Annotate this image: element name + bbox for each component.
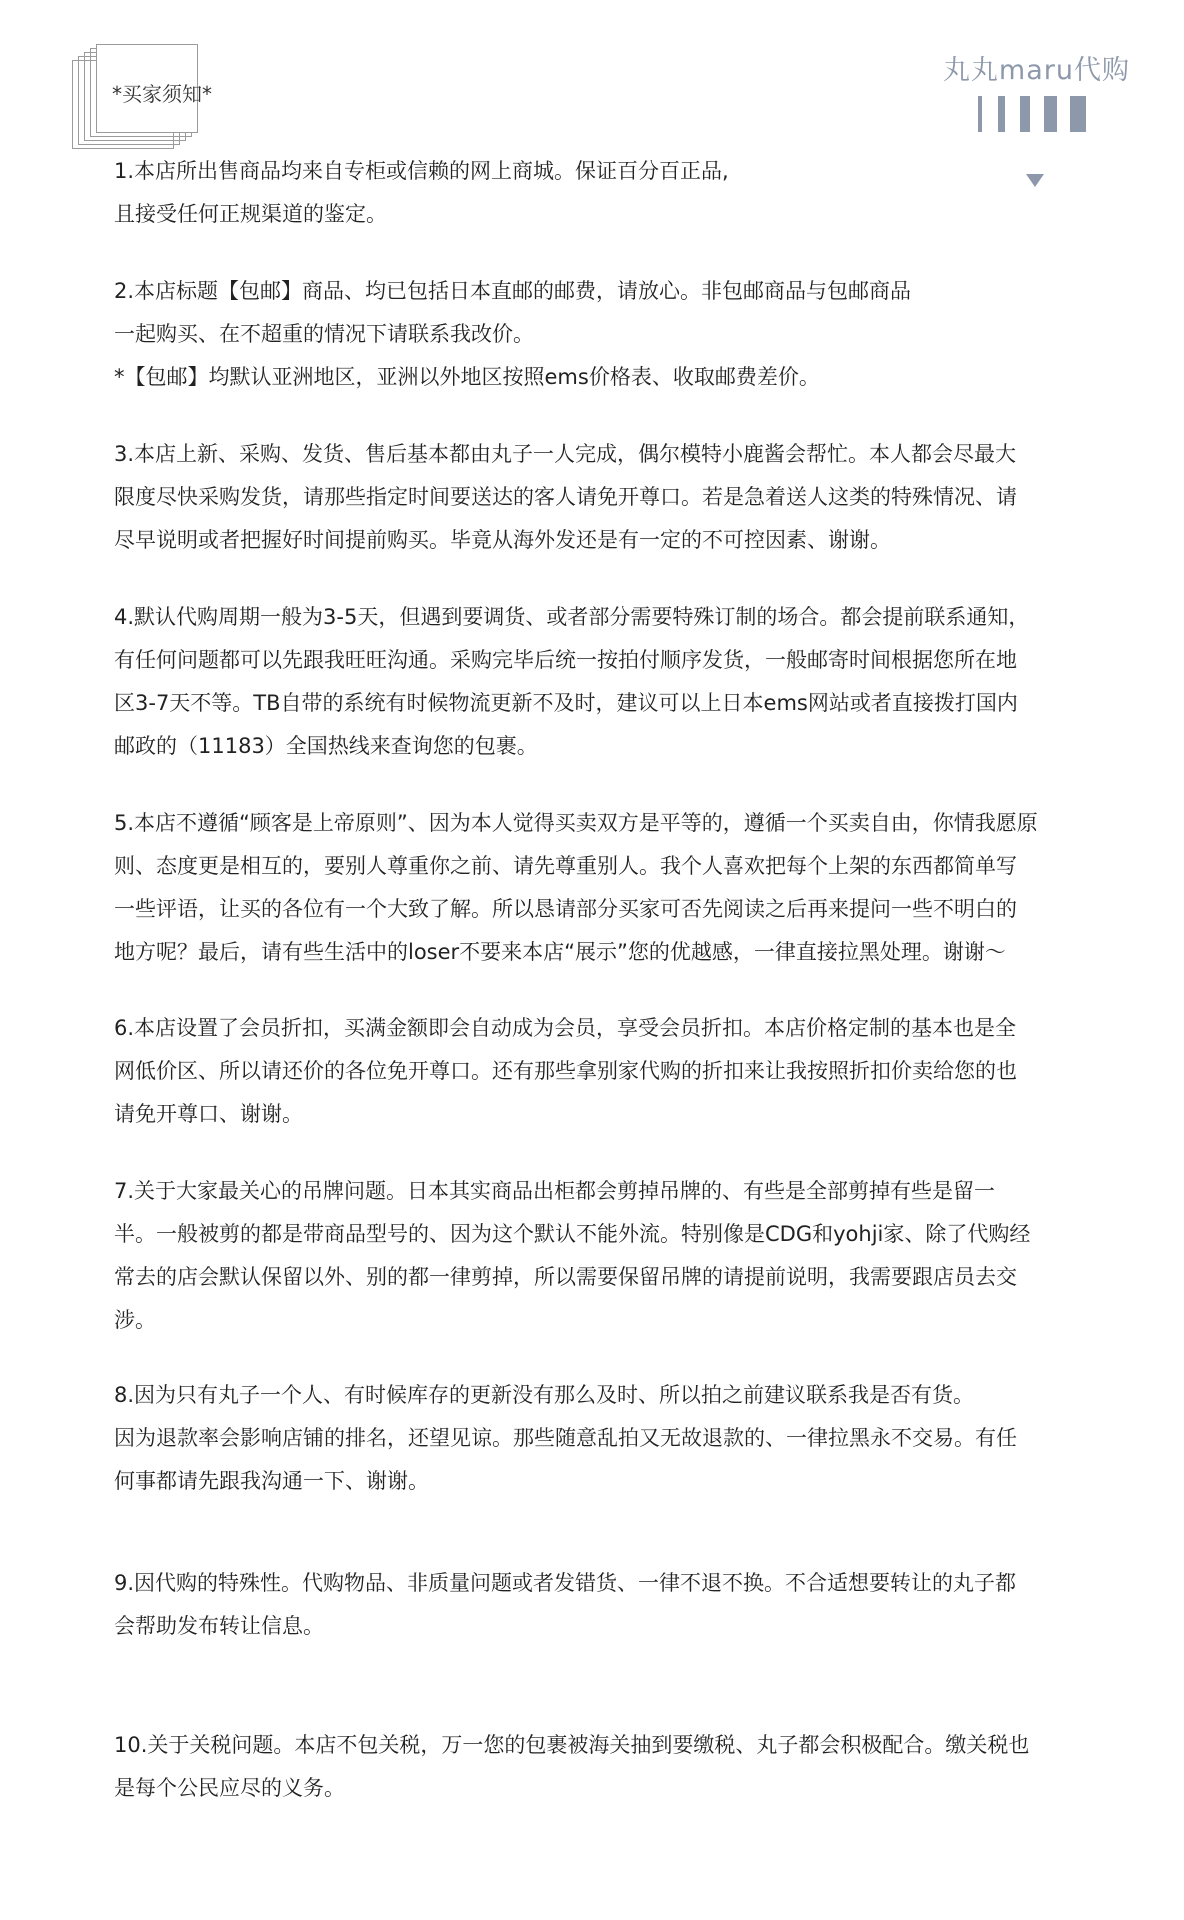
brand-bars-logo: [978, 96, 1088, 132]
rule-item: [114, 1562, 1016, 1648]
rule-line: 6.本店设置了会员折扣，买满金额即会自动成为会员，享受会员折扣。本店价格定制的基本也是全: [114, 1016, 1017, 1040]
rule-line: 请免开尊口、谢谢。: [114, 1102, 303, 1126]
rule-line: 10.关于关税问题。本店不包关税，万一您的包裹被海关抽到要缴税、丸子都会积极配合。缴关税也: [114, 1733, 1030, 1757]
rule-line: 区3-7天不等。TB自带的系统有时候物流更新不及时，建议可以上日本ems网站或者直接拨打国内: [114, 691, 1018, 715]
rule-line: 7.关于大家最关心的吊牌问题。日本其实商品出柜都会剪掉吊牌的、有些是全部剪掉有些是留一: [114, 1179, 996, 1203]
rule-line: 限度尽快采购发货，请那些指定时间要送达的客人请免开尊口。若是急着送人这类的特殊情况、请: [114, 485, 1017, 509]
rule-line: 8.因为只有丸子一个人、有时候库存的更新没有那么及时、所以拍之前建议联系我是否有货。: [114, 1383, 975, 1407]
rule-item: [114, 1007, 1017, 1136]
rule-line: 2.本店标题【包邮】商品、均已包括日本直邮的邮费，请放心。非包邮商品与包邮商品: [114, 279, 912, 303]
rule-line: 因为退款率会影响店铺的排名，还望见谅。那些随意乱拍又无故退款的、一律拉黑永不交易。有任: [114, 1426, 1017, 1450]
rule-item: [114, 1724, 1029, 1810]
rule-line: 1.本店所出售商品均来自专柜或信赖的网上商城。保证百分百正品,: [114, 159, 729, 183]
rule-line: 常去的店会默认保留以外、别的都一律剪掉，所以需要保留吊牌的请提前说明，我需要跟店员去交: [114, 1265, 1017, 1289]
rule-line: 尽早说明或者把握好时间提前购买。毕竟从海外发还是有一定的不可控因素、谢谢。: [114, 528, 891, 552]
rule-item: [114, 270, 911, 399]
rule-line: 网低价区、所以请还价的各位免开尊口。还有那些拿别家代购的折扣来让我按照折扣价卖给您的也: [114, 1059, 1017, 1083]
rule-line: 有任何问题都可以先跟我旺旺沟通。采购完毕后统一按拍付顺序发货，一般邮寄时间根据您所在地: [114, 648, 1017, 672]
rule-line: 9.因代购的特殊性。代购物品、非质量问题或者发错货、一律不退不换。不合适想要转让的丸子都: [114, 1571, 1017, 1595]
brand-name: 丸丸maru代购: [942, 55, 1130, 86]
rule-line: 会帮助发布转让信息。: [114, 1614, 324, 1638]
rule-item: [114, 1374, 1017, 1503]
rule-line: 何事都请先跟我沟通一下、谢谢。: [114, 1469, 429, 1493]
rule-item: [114, 433, 1017, 562]
rule-line: 4.默认代购周期一般为3-5天，但遇到要调货、或者部分需要特殊订制的场合。都会提前联系通知，: [114, 605, 1030, 629]
rule-line: 且接受任何正规渠道的鉴定。: [114, 202, 387, 226]
rule-line: 半。一般被剪的都是带商品型号的、因为这个默认不能外流。特别像是CDG和yohji家、除了代购经: [114, 1222, 1031, 1246]
rule-line: *【包邮】均默认亚洲地区，亚洲以外地区按照ems价格表、收取邮费差价。: [114, 365, 820, 389]
rule-item: [114, 596, 1029, 768]
rule-line: 是每个公民应尽的义务。: [114, 1776, 345, 1800]
rule-line: 涉。: [114, 1308, 156, 1332]
rule-line: 一些评语，让买的各位有一个大致了解。所以恳请部分买家可否先阅读之后再来提问一些不明白的: [114, 897, 1017, 921]
rule-line: 一起购买、在不超重的情况下请联系我改价。: [114, 322, 534, 346]
rule-line: 地方呢？最后，请有些生活中的loser不要来本店“展示”您的优越感，一律直接拉黑处理。谢谢～: [114, 940, 1006, 964]
rule-line: 5.本店不遵循“顾客是上帝原则”、因为本人觉得买卖双方是平等的，遵循一个买卖自由，你情我愿原: [114, 811, 1038, 835]
rule-line: 邮政的（11183）全国热线来查询您的包裹。: [114, 734, 538, 758]
rule-item: [114, 1170, 1030, 1342]
rule-item: [114, 802, 1038, 974]
notice-title: *买家须知*: [112, 82, 212, 106]
triangle-down-icon: [1026, 174, 1044, 187]
rule-line: 3.本店上新、采购、发货、售后基本都由丸子一人完成，偶尔模特小鹿酱会帮忙。本人都会尽最大: [114, 442, 1017, 466]
rule-item: [114, 150, 729, 236]
rule-line: 则、态度更是相互的，要别人尊重你之前、请先尊重别人。我个人喜欢把每个上架的东西都简单写: [114, 854, 1017, 878]
